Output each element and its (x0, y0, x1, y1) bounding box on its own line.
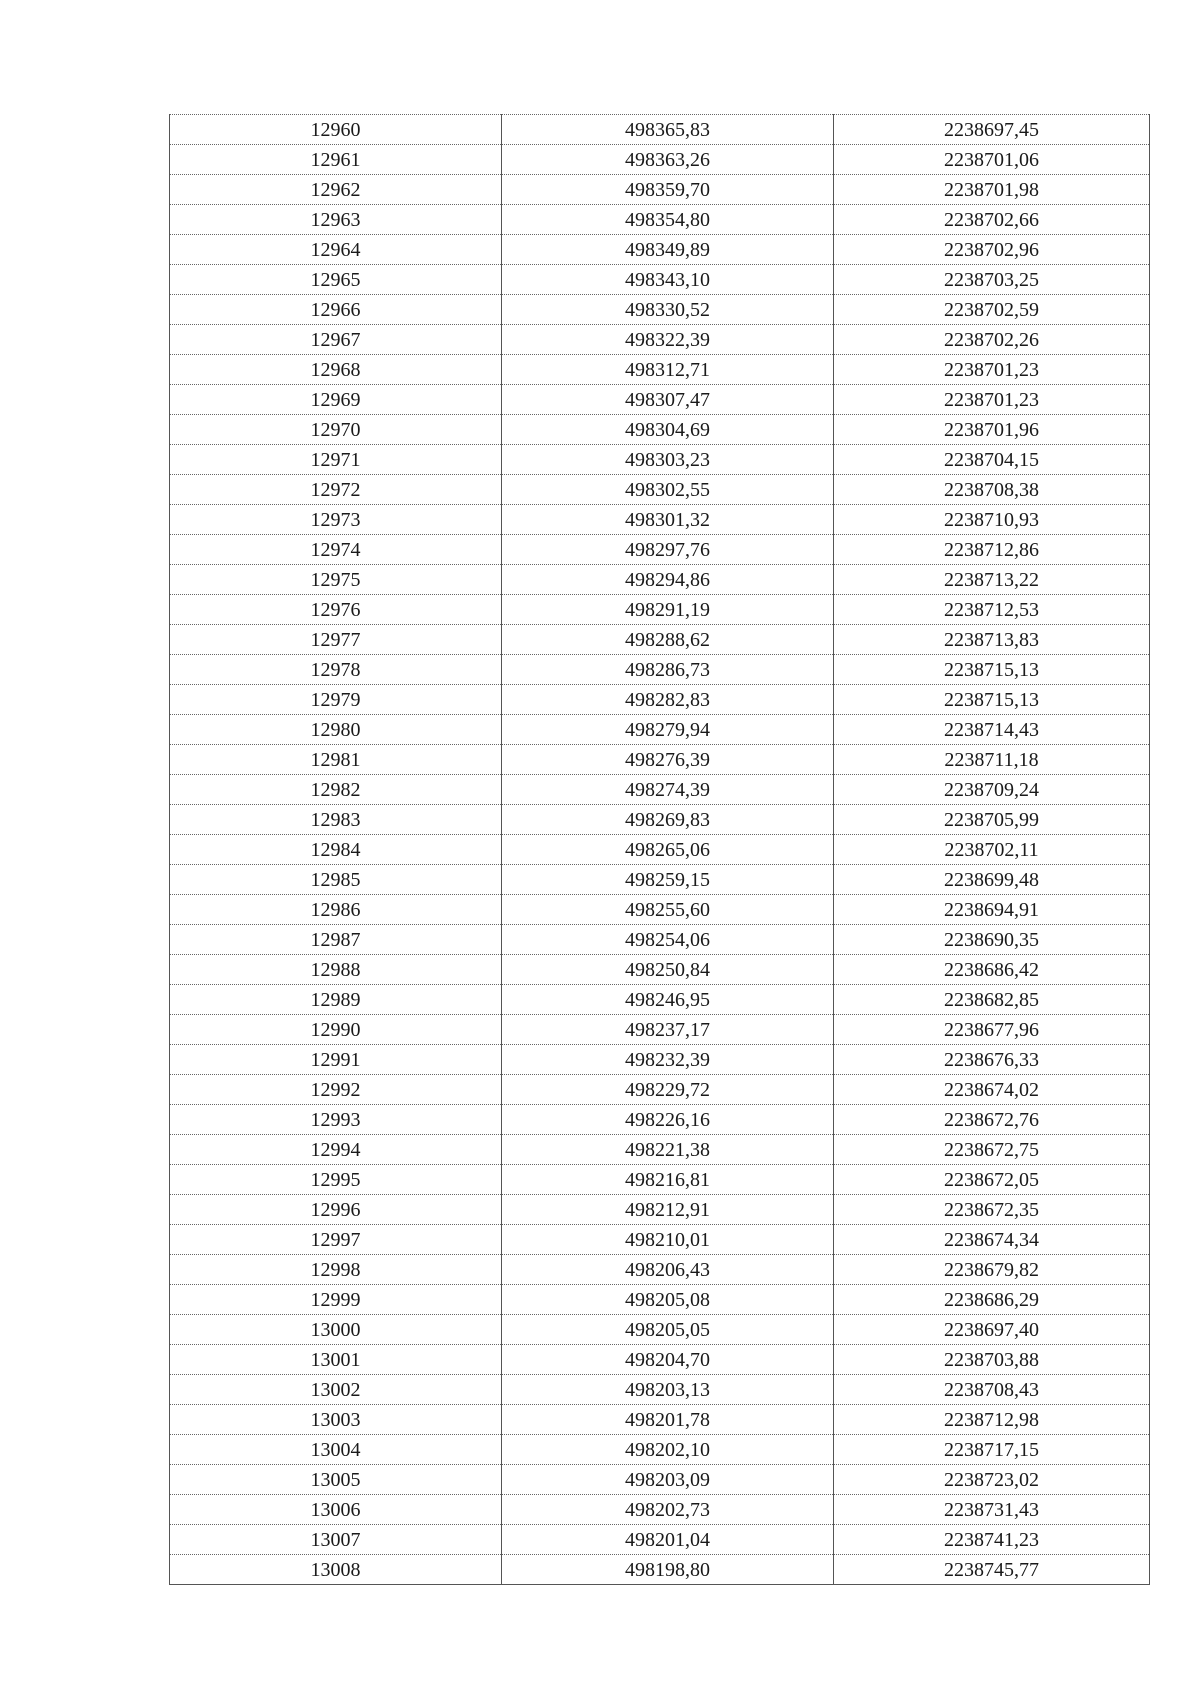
x-coordinate-cell: 498259,15 (502, 865, 834, 895)
x-coordinate-cell: 498304,69 (502, 415, 834, 445)
y-coordinate-cell: 2238715,13 (834, 655, 1150, 685)
table-row (170, 1555, 1150, 1585)
y-coordinate-cell: 2238710,93 (834, 505, 1150, 535)
y-coordinate-cell: 2238701,98 (834, 175, 1150, 205)
y-coordinate-cell: 2238672,35 (834, 1195, 1150, 1225)
table-row (170, 1435, 1150, 1465)
y-coordinate-cell: 2238686,42 (834, 955, 1150, 985)
y-coordinate-cell: 2238701,23 (834, 385, 1150, 415)
x-coordinate-cell: 498274,39 (502, 775, 834, 805)
y-coordinate-cell: 2238690,35 (834, 925, 1150, 955)
y-coordinate-cell: 2238717,15 (834, 1435, 1150, 1465)
x-coordinate-cell: 498201,78 (502, 1405, 834, 1435)
table-row (170, 115, 1150, 145)
x-coordinate-cell: 498237,17 (502, 1015, 834, 1045)
point-number-cell: 12987 (170, 925, 502, 955)
point-number-cell: 12983 (170, 805, 502, 835)
point-number-cell: 12991 (170, 1045, 502, 1075)
y-coordinate-cell: 2238712,53 (834, 595, 1150, 625)
table-row (170, 475, 1150, 505)
table-row (170, 295, 1150, 325)
table-row (170, 325, 1150, 355)
table-row (170, 1405, 1150, 1435)
table-row (170, 1285, 1150, 1315)
table-row (170, 715, 1150, 745)
point-number-cell: 12960 (170, 115, 502, 145)
y-coordinate-cell: 2238701,23 (834, 355, 1150, 385)
y-coordinate-cell: 2238676,33 (834, 1045, 1150, 1075)
table-row (170, 985, 1150, 1015)
point-number-cell: 12967 (170, 325, 502, 355)
x-coordinate-cell: 498359,70 (502, 175, 834, 205)
x-coordinate-cell: 498286,73 (502, 655, 834, 685)
point-number-cell: 13008 (170, 1555, 502, 1585)
y-coordinate-cell: 2238672,75 (834, 1135, 1150, 1165)
table-row (170, 775, 1150, 805)
point-number-cell: 12972 (170, 475, 502, 505)
table-row (170, 835, 1150, 865)
y-coordinate-cell: 2238704,15 (834, 445, 1150, 475)
table-row (170, 1225, 1150, 1255)
x-coordinate-cell: 498330,52 (502, 295, 834, 325)
point-number-cell: 12999 (170, 1285, 502, 1315)
table-row (170, 145, 1150, 175)
table-row (170, 1315, 1150, 1345)
x-coordinate-cell: 498216,81 (502, 1165, 834, 1195)
point-number-cell: 12994 (170, 1135, 502, 1165)
x-coordinate-cell: 498205,05 (502, 1315, 834, 1345)
point-number-cell: 12982 (170, 775, 502, 805)
table-row (170, 1135, 1150, 1165)
table-row (170, 445, 1150, 475)
x-coordinate-cell: 498276,39 (502, 745, 834, 775)
y-coordinate-cell: 2238674,34 (834, 1225, 1150, 1255)
y-coordinate-cell: 2238708,38 (834, 475, 1150, 505)
point-number-cell: 13007 (170, 1525, 502, 1555)
table-row (170, 1255, 1150, 1285)
y-coordinate-cell: 2238697,45 (834, 115, 1150, 145)
y-coordinate-cell: 2238741,23 (834, 1525, 1150, 1555)
x-coordinate-cell: 498301,32 (502, 505, 834, 535)
x-coordinate-cell: 498349,89 (502, 235, 834, 265)
table-row (170, 745, 1150, 775)
point-number-cell: 12989 (170, 985, 502, 1015)
x-coordinate-cell: 498365,83 (502, 115, 834, 145)
table-row (170, 1525, 1150, 1555)
x-coordinate-cell: 498210,01 (502, 1225, 834, 1255)
x-coordinate-cell: 498226,16 (502, 1105, 834, 1135)
point-number-cell: 12984 (170, 835, 502, 865)
x-coordinate-cell: 498303,23 (502, 445, 834, 475)
point-number-cell: 12961 (170, 145, 502, 175)
point-number-cell: 12980 (170, 715, 502, 745)
y-coordinate-cell: 2238745,77 (834, 1555, 1150, 1585)
x-coordinate-cell: 498343,10 (502, 265, 834, 295)
point-number-cell: 12962 (170, 175, 502, 205)
point-number-cell: 12974 (170, 535, 502, 565)
y-coordinate-cell: 2238713,22 (834, 565, 1150, 595)
y-coordinate-cell: 2238672,05 (834, 1165, 1150, 1195)
table-row (170, 355, 1150, 385)
y-coordinate-cell: 2238702,66 (834, 205, 1150, 235)
table-row (170, 235, 1150, 265)
table-row (170, 895, 1150, 925)
y-coordinate-cell: 2238723,02 (834, 1465, 1150, 1495)
table-row (170, 1105, 1150, 1135)
y-coordinate-cell: 2238672,76 (834, 1105, 1150, 1135)
table-row (170, 595, 1150, 625)
table-row (170, 925, 1150, 955)
point-number-cell: 12971 (170, 445, 502, 475)
point-number-cell: 12979 (170, 685, 502, 715)
point-number-cell: 12968 (170, 355, 502, 385)
x-coordinate-cell: 498202,10 (502, 1435, 834, 1465)
x-coordinate-cell: 498212,91 (502, 1195, 834, 1225)
table-row (170, 1195, 1150, 1225)
y-coordinate-cell: 2238731,43 (834, 1495, 1150, 1525)
point-number-cell: 12986 (170, 895, 502, 925)
point-number-cell: 12963 (170, 205, 502, 235)
x-coordinate-cell: 498254,06 (502, 925, 834, 955)
point-number-cell: 12998 (170, 1255, 502, 1285)
point-number-cell: 13002 (170, 1375, 502, 1405)
y-coordinate-cell: 2238677,96 (834, 1015, 1150, 1045)
x-coordinate-cell: 498221,38 (502, 1135, 834, 1165)
y-coordinate-cell: 2238709,24 (834, 775, 1150, 805)
point-number-cell: 12976 (170, 595, 502, 625)
x-coordinate-cell: 498204,70 (502, 1345, 834, 1375)
y-coordinate-cell: 2238715,13 (834, 685, 1150, 715)
y-coordinate-cell: 2238694,91 (834, 895, 1150, 925)
y-coordinate-cell: 2238679,82 (834, 1255, 1150, 1285)
point-number-cell: 12990 (170, 1015, 502, 1045)
table-row (170, 505, 1150, 535)
y-coordinate-cell: 2238708,43 (834, 1375, 1150, 1405)
x-coordinate-cell: 498307,47 (502, 385, 834, 415)
x-coordinate-cell: 498246,95 (502, 985, 834, 1015)
x-coordinate-cell: 498363,26 (502, 145, 834, 175)
y-coordinate-cell: 2238714,43 (834, 715, 1150, 745)
y-coordinate-cell: 2238674,02 (834, 1075, 1150, 1105)
y-coordinate-cell: 2238705,99 (834, 805, 1150, 835)
table-row (170, 265, 1150, 295)
point-number-cell: 12964 (170, 235, 502, 265)
point-number-cell: 12977 (170, 625, 502, 655)
point-number-cell: 12995 (170, 1165, 502, 1195)
point-number-cell: 13003 (170, 1405, 502, 1435)
table-row (170, 415, 1150, 445)
y-coordinate-cell: 2238712,86 (834, 535, 1150, 565)
x-coordinate-cell: 498291,19 (502, 595, 834, 625)
y-coordinate-cell: 2238711,18 (834, 745, 1150, 775)
x-coordinate-cell: 498322,39 (502, 325, 834, 355)
y-coordinate-cell: 2238702,26 (834, 325, 1150, 355)
x-coordinate-cell: 498269,83 (502, 805, 834, 835)
point-number-cell: 12966 (170, 295, 502, 325)
y-coordinate-cell: 2238701,96 (834, 415, 1150, 445)
table-row (170, 655, 1150, 685)
coordinate-table (169, 114, 1150, 1585)
table-row (170, 175, 1150, 205)
point-number-cell: 12985 (170, 865, 502, 895)
point-number-cell: 13000 (170, 1315, 502, 1345)
table-row (170, 685, 1150, 715)
table-row (170, 1045, 1150, 1075)
point-number-cell: 12965 (170, 265, 502, 295)
table-row (170, 805, 1150, 835)
table-row (170, 385, 1150, 415)
point-number-cell: 13001 (170, 1345, 502, 1375)
x-coordinate-cell: 498232,39 (502, 1045, 834, 1075)
x-coordinate-cell: 498198,80 (502, 1555, 834, 1585)
x-coordinate-cell: 498206,43 (502, 1255, 834, 1285)
table-row (170, 1165, 1150, 1195)
point-number-cell: 12992 (170, 1075, 502, 1105)
point-number-cell: 12988 (170, 955, 502, 985)
y-coordinate-cell: 2238703,25 (834, 265, 1150, 295)
x-coordinate-cell: 498203,09 (502, 1465, 834, 1495)
x-coordinate-cell: 498265,06 (502, 835, 834, 865)
table-row (170, 1015, 1150, 1045)
x-coordinate-cell: 498354,80 (502, 205, 834, 235)
point-number-cell: 12970 (170, 415, 502, 445)
x-coordinate-cell: 498279,94 (502, 715, 834, 745)
point-number-cell: 12996 (170, 1195, 502, 1225)
x-coordinate-cell: 498312,71 (502, 355, 834, 385)
y-coordinate-cell: 2238701,06 (834, 145, 1150, 175)
coordinate-table-body (170, 115, 1150, 1585)
x-coordinate-cell: 498229,72 (502, 1075, 834, 1105)
point-number-cell: 13005 (170, 1465, 502, 1495)
x-coordinate-cell: 498201,04 (502, 1525, 834, 1555)
y-coordinate-cell: 2238697,40 (834, 1315, 1150, 1345)
table-row (170, 1375, 1150, 1405)
point-number-cell: 12969 (170, 385, 502, 415)
point-number-cell: 13004 (170, 1435, 502, 1465)
y-coordinate-cell: 2238702,96 (834, 235, 1150, 265)
x-coordinate-cell: 498205,08 (502, 1285, 834, 1315)
table-row (170, 1075, 1150, 1105)
y-coordinate-cell: 2238712,98 (834, 1405, 1150, 1435)
point-number-cell: 12975 (170, 565, 502, 595)
table-row (170, 1465, 1150, 1495)
table-row (170, 205, 1150, 235)
x-coordinate-cell: 498203,13 (502, 1375, 834, 1405)
x-coordinate-cell: 498202,73 (502, 1495, 834, 1525)
table-row (170, 865, 1150, 895)
point-number-cell: 12978 (170, 655, 502, 685)
point-number-cell: 12981 (170, 745, 502, 775)
x-coordinate-cell: 498288,62 (502, 625, 834, 655)
table-row (170, 625, 1150, 655)
y-coordinate-cell: 2238699,48 (834, 865, 1150, 895)
table-row (170, 535, 1150, 565)
x-coordinate-cell: 498250,84 (502, 955, 834, 985)
point-number-cell: 12997 (170, 1225, 502, 1255)
point-number-cell: 12993 (170, 1105, 502, 1135)
x-coordinate-cell: 498282,83 (502, 685, 834, 715)
y-coordinate-cell: 2238702,59 (834, 295, 1150, 325)
x-coordinate-cell: 498297,76 (502, 535, 834, 565)
x-coordinate-cell: 498255,60 (502, 895, 834, 925)
y-coordinate-cell: 2238682,85 (834, 985, 1150, 1015)
point-number-cell: 13006 (170, 1495, 502, 1525)
point-number-cell: 12973 (170, 505, 502, 535)
x-coordinate-cell: 498294,86 (502, 565, 834, 595)
table-row (170, 1345, 1150, 1375)
y-coordinate-cell: 2238703,88 (834, 1345, 1150, 1375)
y-coordinate-cell: 2238702,11 (834, 835, 1150, 865)
table-row (170, 565, 1150, 595)
table-row (170, 1495, 1150, 1525)
y-coordinate-cell: 2238686,29 (834, 1285, 1150, 1315)
table-row (170, 955, 1150, 985)
x-coordinate-cell: 498302,55 (502, 475, 834, 505)
y-coordinate-cell: 2238713,83 (834, 625, 1150, 655)
